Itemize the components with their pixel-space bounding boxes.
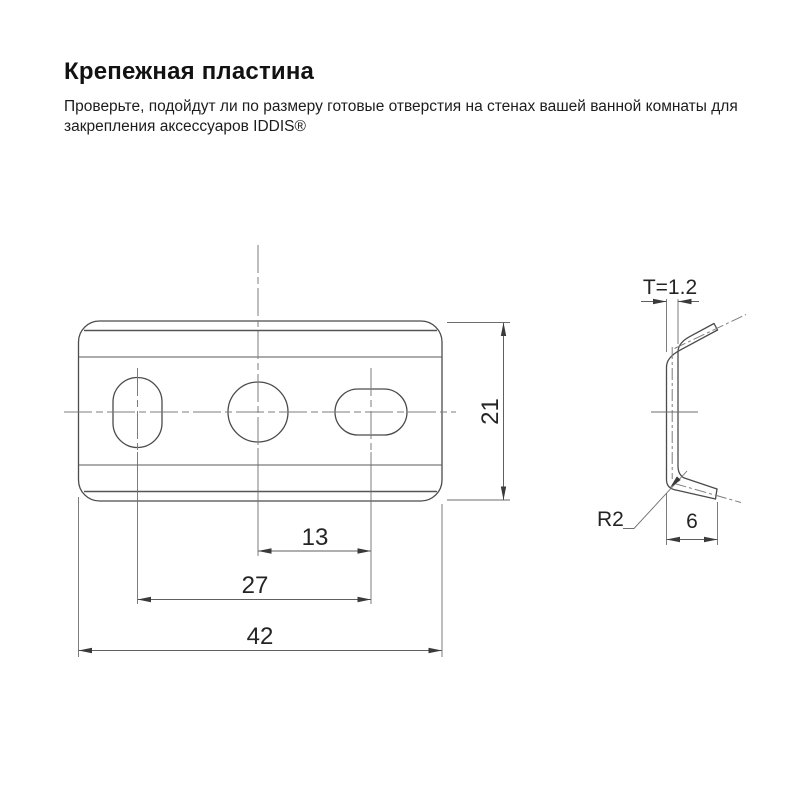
- side-view-dimensions: [597, 276, 718, 545]
- dim-text-13: 13: [301, 524, 329, 551]
- arrowhead: [138, 597, 152, 602]
- arrowhead: [358, 548, 372, 553]
- page-description: Проверьте, подойдут ли по размеру готовые отверстия на стенах вашей ванной комнаты для закрепления аксессуаров IDDIS®: [64, 98, 738, 136]
- arrowhead: [79, 648, 93, 653]
- arrowhead: [358, 597, 372, 602]
- side-view: [651, 315, 746, 503]
- dim-text-27: 27: [241, 572, 269, 599]
- arrowhead: [653, 299, 667, 304]
- page-title: Крепежная пластина: [64, 58, 315, 85]
- bottom-flange-tip: [716, 489, 718, 499]
- front-view-dimensions: [79, 323, 511, 658]
- profile-centerline-top-flange: [675, 315, 747, 349]
- dim-text-21: 21: [477, 398, 504, 425]
- arrowhead: [678, 299, 692, 304]
- arrowhead: [258, 548, 272, 553]
- front-view: [64, 245, 456, 501]
- dim-text-6: 6: [686, 510, 698, 533]
- profile-outer-surface: [667, 330, 718, 499]
- arrowhead: [704, 537, 718, 542]
- arrowhead: [429, 648, 443, 653]
- arrowhead: [501, 323, 506, 337]
- arrowhead: [670, 476, 681, 487]
- arrowhead: [501, 487, 506, 501]
- dim-text-thickness: T=1.2: [642, 276, 698, 299]
- dim-text-42: 42: [246, 623, 274, 650]
- dim-text-r2: R2: [597, 508, 624, 531]
- plate-outline: [79, 321, 443, 501]
- arrowhead: [667, 537, 681, 542]
